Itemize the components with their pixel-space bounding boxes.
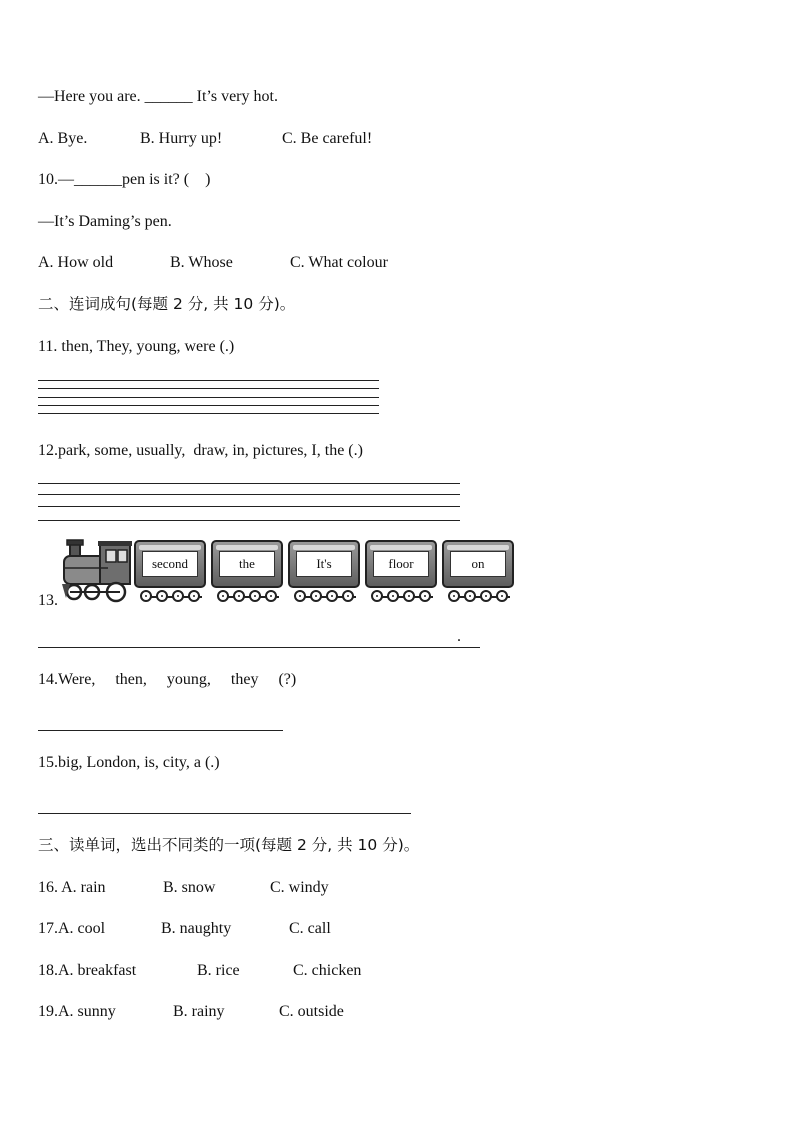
- q11-writing-line-2: [38, 388, 379, 389]
- q19-option-a[interactable]: 19.A. sunny: [38, 1003, 116, 1020]
- q11-writing-line-1[interactable]: [38, 380, 379, 381]
- q10-option-a[interactable]: A. How old: [38, 254, 114, 271]
- q15-writing-line[interactable]: [38, 813, 411, 814]
- q9-option-b[interactable]: B. Hurry up!: [140, 130, 223, 147]
- train-car-5: [442, 540, 514, 588]
- q9-option-a[interactable]: A. Bye.: [38, 130, 88, 147]
- train-illustration: [60, 538, 520, 606]
- q13-period: .: [457, 628, 461, 645]
- q19-option-c[interactable]: C. outside: [279, 1003, 344, 1020]
- train-word-card[interactable]: second: [142, 551, 198, 577]
- section2-heading: 二、连词成句(每题 2 分, 共 10 分)。: [38, 295, 296, 313]
- q19-option-b[interactable]: B. rainy: [173, 1003, 225, 1020]
- train-car-3: [288, 540, 360, 588]
- q16-option-b[interactable]: B. snow: [163, 879, 216, 896]
- train-car-2: [211, 540, 283, 588]
- q17-option-b[interactable]: B. naughty: [161, 920, 232, 937]
- q17-option-c[interactable]: C. call: [289, 920, 331, 937]
- q16-option-a[interactable]: 16. A. rain: [38, 879, 106, 896]
- locomotive-icon: [60, 538, 134, 606]
- train-word-card[interactable]: floor: [373, 551, 429, 577]
- q18-option-a[interactable]: 18.A. breakfast: [38, 962, 137, 979]
- q12-writing-line-2: [38, 494, 460, 495]
- q10-question: 10.—______pen is it? ( ): [38, 171, 211, 188]
- q16-option-c[interactable]: C. windy: [270, 879, 329, 896]
- q18-option-c[interactable]: C. chicken: [293, 962, 362, 979]
- q13-writing-line[interactable]: [38, 647, 480, 648]
- train-car-4: [365, 540, 437, 588]
- q14-writing-line[interactable]: [38, 730, 283, 731]
- q10-option-c[interactable]: C. What colour: [290, 254, 388, 271]
- q12-writing-line-3: [38, 506, 460, 507]
- q12-prompt: 12.park, some, usually, draw, in, pictures, I, the (.): [38, 442, 363, 459]
- q11-writing-line-5: [38, 413, 379, 414]
- q9-option-c[interactable]: C. Be careful!: [282, 130, 373, 147]
- q11-writing-line-3: [38, 397, 379, 398]
- q12-writing-line-4: [38, 520, 460, 521]
- section3-heading: 三、读单词，选出不同类的一项(每题 2 分, 共 10 分)。: [38, 836, 420, 854]
- q15-prompt: 15.big, London, is, city, a (.): [38, 754, 220, 771]
- train-word-card[interactable]: the: [219, 551, 275, 577]
- q13-number: 13.: [38, 592, 58, 609]
- q11-prompt: 11. then, They, young, were (.): [38, 338, 235, 355]
- train-word-card[interactable]: It's: [296, 551, 352, 577]
- train-car-1: [134, 540, 206, 588]
- q17-option-a[interactable]: 17.A. cool: [38, 920, 106, 937]
- q10-option-b[interactable]: B. Whose: [170, 254, 233, 271]
- q10-answer-line: —It’s Daming’s pen.: [38, 213, 172, 230]
- train-word-card[interactable]: on: [450, 551, 506, 577]
- q14-prompt: 14.Were, then, young, they (?): [38, 671, 297, 688]
- q12-writing-line-1[interactable]: [38, 483, 460, 484]
- q11-writing-line-4: [38, 405, 379, 406]
- q18-option-b[interactable]: B. rice: [197, 962, 240, 979]
- q9-answer-line: —Here you are. ______ It’s very hot.: [38, 88, 278, 105]
